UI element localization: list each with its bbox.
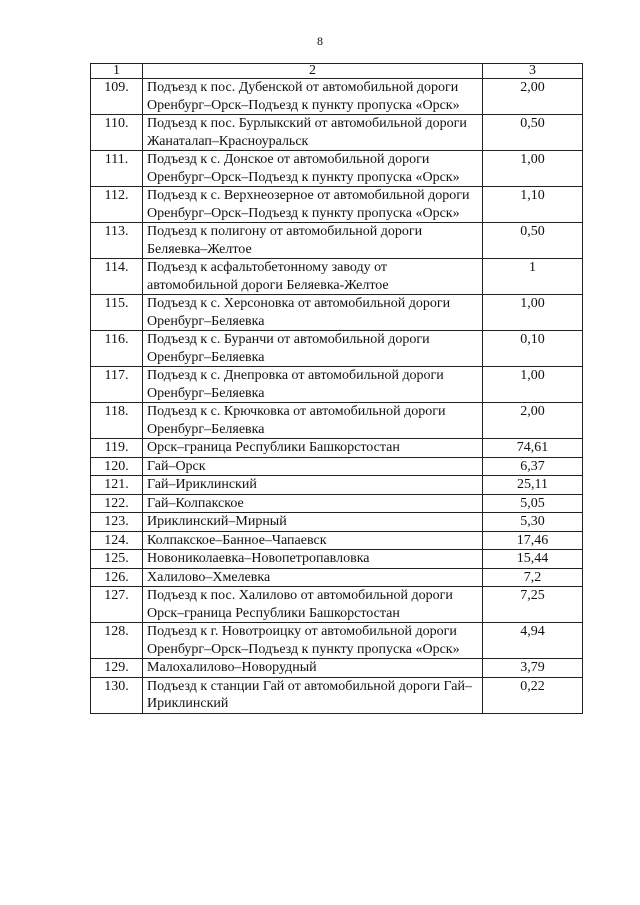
table-row (91, 115, 583, 151)
road-name: Гай–Орск (143, 457, 483, 476)
row-number: 120. (91, 457, 143, 476)
row-number: 110. (91, 115, 143, 151)
row-number: 125. (91, 550, 143, 569)
table-header-row (91, 64, 583, 79)
table-row (91, 476, 583, 495)
row-number: 112. (91, 187, 143, 223)
road-name: Подъезд к станции Гай от автомобильной дороги Гай–Ириклинский (143, 677, 483, 713)
row-number: 130. (91, 677, 143, 713)
table-row (91, 331, 583, 367)
row-number: 124. (91, 531, 143, 550)
table-body (91, 79, 583, 714)
table-row (91, 513, 583, 532)
table-row (91, 223, 583, 259)
column-header-length: 3 (483, 64, 583, 79)
road-name: Гай–Ириклинский (143, 476, 483, 495)
row-number: 118. (91, 403, 143, 439)
road-length: 25,11 (483, 476, 583, 495)
row-number: 123. (91, 513, 143, 532)
row-number: 115. (91, 295, 143, 331)
road-name: Подъезд к с. Крючковка от автомобильной дороги Оренбург–Беляевка (143, 403, 483, 439)
table-row (91, 367, 583, 403)
road-length: 1 (483, 259, 583, 295)
road-name: Подъезд к пос. Халилово от автомобильной дороги Орск–граница Республики Башкорстостан (143, 587, 483, 623)
road-length: 0,50 (483, 223, 583, 259)
row-number: 121. (91, 476, 143, 495)
road-length: 15,44 (483, 550, 583, 569)
road-length: 3,79 (483, 659, 583, 678)
road-length: 2,00 (483, 403, 583, 439)
table-row (91, 659, 583, 678)
road-name: Малохалилово–Новорудный (143, 659, 483, 678)
table-row (91, 677, 583, 713)
road-name: Новониколаевка–Новопетропавловка (143, 550, 483, 569)
road-name: Подъезд к пос. Дубенской от автомобильной дороги Оренбург–Орск–Подъезд к пункту пропуска «Орск» (143, 79, 483, 115)
road-length: 1,10 (483, 187, 583, 223)
row-number: 127. (91, 587, 143, 623)
row-number: 117. (91, 367, 143, 403)
row-number: 126. (91, 568, 143, 587)
row-number: 109. (91, 79, 143, 115)
road-length: 0,10 (483, 331, 583, 367)
road-name: Халилово–Хмелевка (143, 568, 483, 587)
road-length: 17,46 (483, 531, 583, 550)
road-length: 2,00 (483, 79, 583, 115)
table-row (91, 79, 583, 115)
table-row (91, 259, 583, 295)
row-number: 116. (91, 331, 143, 367)
road-length: 74,61 (483, 439, 583, 458)
road-length: 1,00 (483, 151, 583, 187)
road-length: 7,25 (483, 587, 583, 623)
row-number: 111. (91, 151, 143, 187)
road-length: 0,50 (483, 115, 583, 151)
road-name: Подъезд к с. Буранчи от автомобильной дороги Оренбург–Беляевка (143, 331, 483, 367)
table-row (91, 568, 583, 587)
road-length: 6,37 (483, 457, 583, 476)
table-row (91, 457, 583, 476)
column-header-name: 2 (143, 64, 483, 79)
table-row (91, 151, 583, 187)
road-name: Ириклинский–Мирный (143, 513, 483, 532)
road-name: Колпакское–Банное–Чапаевск (143, 531, 483, 550)
table-row (91, 295, 583, 331)
road-name: Подъезд к г. Новотроицку от автомобильной дороги Оренбург–Орск–Подъезд к пункту пропуска «Орск» (143, 623, 483, 659)
road-length: 5,05 (483, 494, 583, 513)
road-name: Подъезд к полигону от автомобильной дороги Беляевка–Желтое (143, 223, 483, 259)
road-length: 7,2 (483, 568, 583, 587)
column-header-number: 1 (91, 64, 143, 79)
row-number: 113. (91, 223, 143, 259)
table-row (91, 187, 583, 223)
row-number: 119. (91, 439, 143, 458)
row-number: 122. (91, 494, 143, 513)
roads-table (90, 63, 583, 714)
road-name: Подъезд к с. Верхнеозерное от автомобильной дороги Оренбург–Орск–Подъезд к пункту пропуска «Орск» (143, 187, 483, 223)
road-length: 5,30 (483, 513, 583, 532)
road-name: Подъезд к с. Донское от автомобильной дороги Оренбург–Орск–Подъезд к пункту пропуска «Орск» (143, 151, 483, 187)
table-row (91, 550, 583, 569)
road-name: Гай–Колпакское (143, 494, 483, 513)
row-number: 129. (91, 659, 143, 678)
row-number: 114. (91, 259, 143, 295)
row-number: 128. (91, 623, 143, 659)
road-length: 1,00 (483, 367, 583, 403)
road-name: Подъезд к с. Днепровка от автомобильной дороги Оренбург–Беляевка (143, 367, 483, 403)
table-row (91, 494, 583, 513)
table-row (91, 439, 583, 458)
table-row (91, 403, 583, 439)
table-row (91, 531, 583, 550)
road-length: 4,94 (483, 623, 583, 659)
road-name: Подъезд к пос. Бурлыкский от автомобильной дороги Жанаталап–Красноуральск (143, 115, 483, 151)
road-name: Подъезд к асфальтобетонному заводу от автомобильной дороги Беляевка-Желтое (143, 259, 483, 295)
road-length: 0,22 (483, 677, 583, 713)
road-name: Орск–граница Республики Башкорстостан (143, 439, 483, 458)
table-row (91, 623, 583, 659)
road-name: Подъезд к с. Херсоновка от автомобильной дороги Оренбург–Беляевка (143, 295, 483, 331)
table-row (91, 587, 583, 623)
road-length: 1,00 (483, 295, 583, 331)
page-number: 8 (317, 34, 323, 48)
